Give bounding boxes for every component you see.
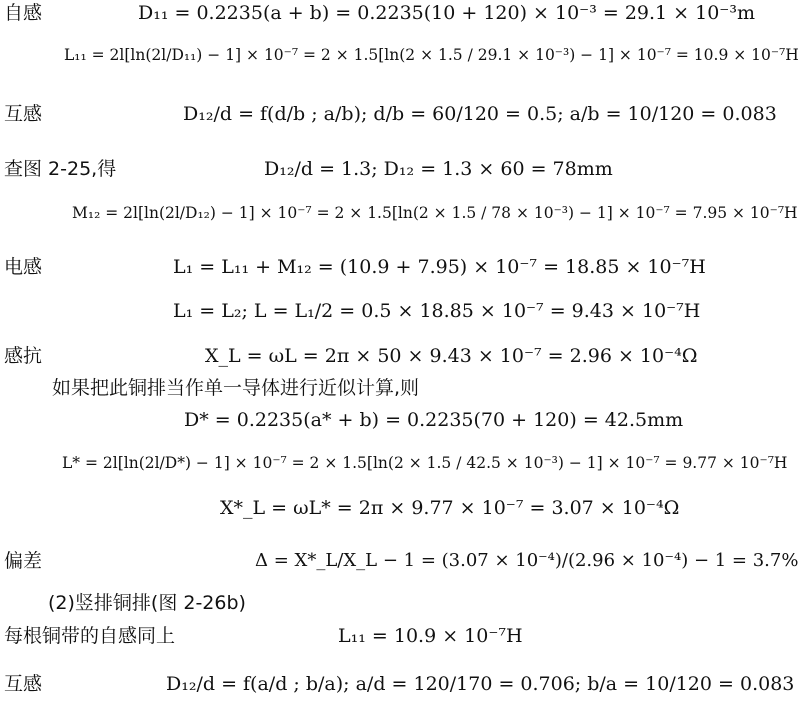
equation-d-star: D* = 0.2235(a* + b) = 0.2235(70 + 120) = 42.5mm [184,409,684,431]
equation-l-total: L₁ = L₂; L = L₁/2 = 0.5 × 18.85 × 10⁻⁷ = 9.43 × 10⁻⁷H [173,300,701,322]
equation-xl: X_L = ωL = 2π × 50 × 9.43 × 10⁻⁷ = 2.96 × 10⁻⁴Ω [205,345,698,367]
label-inductance: 电感 [4,256,43,278]
equation-d12-ratio-2: D₁₂/d = f(a/d ; b/a); a/d = 120/170 = 0.706; b/a = 10/120 = 0.083 [166,673,795,695]
equation-d11: D₁₁ = 0.2235(a + b) = 0.2235(10 + 120) × 10⁻³ = 29.1 × 10⁻³m [138,2,755,24]
label-deviation: 偏差 [4,550,43,572]
equation-l-star: L* = 2l[ln(2l/D*) − 1] × 10⁻⁷ = 2 × 1.5[ln(2 × 1.5 / 42.5 × 10⁻³) − 1] × 10⁻⁷ = 9.77 × 10⁻⁷H [62,454,788,472]
equation-d12-ratio: D₁₂/d = f(d/b ; a/b); d/b = 60/120 = 0.5; a/b = 10/120 = 0.083 [183,103,777,125]
label-reactance: 感抗 [4,345,43,367]
equation-l1: L₁ = L₁₁ + M₁₂ = (10.9 + 7.95) × 10⁻⁷ = 18.85 × 10⁻⁷H [173,256,706,278]
equation-l11: L₁₁ = 2l[ln(2l/D₁₁) − 1] × 10⁻⁷ = 2 × 1.5[ln(2 × 1.5 / 29.1 × 10⁻³) − 1] × 10⁻⁷ = 10.9 × 10⁻⁷H [64,46,799,64]
equation-l11-same: L₁₁ = 10.9 × 10⁻⁷H [338,625,523,647]
label-self-inductance: 自感 [4,2,43,24]
equation-xl-star: X*_L = ωL* = 2π × 9.77 × 10⁻⁷ = 3.07 × 10⁻⁴Ω [220,497,680,519]
label-lookup-figure: 查图 2-25,得 [4,158,117,180]
label-mutual-inductance-2: 互感 [4,673,43,695]
equation-m12: M₁₂ = 2l[ln(2l/D₁₂) − 1] × 10⁻⁷ = 2 × 1.5[ln(2 × 1.5 / 78 × 10⁻³) − 1] × 10⁻⁷ = 7.95 × 10⁻⁷H [72,204,798,222]
equation-d12-value: D₁₂/d = 1.3; D₁₂ = 1.3 × 60 = 78mm [264,158,613,180]
equation-delta: Δ = X*_L/X_L − 1 = (3.07 × 10⁻⁴)/(2.96 × 10⁻⁴) − 1 = 3.7% [255,550,799,571]
single-conductor-note: 如果把此铜排当作单一导体进行近似计算,则 [52,377,420,399]
label-same-self-inductance: 每根铜带的自感同上 [4,625,176,647]
label-mutual-inductance: 互感 [4,103,43,125]
section-heading-vertical-busbar: (2)竖排铜排(图 2-26b) [48,592,246,614]
